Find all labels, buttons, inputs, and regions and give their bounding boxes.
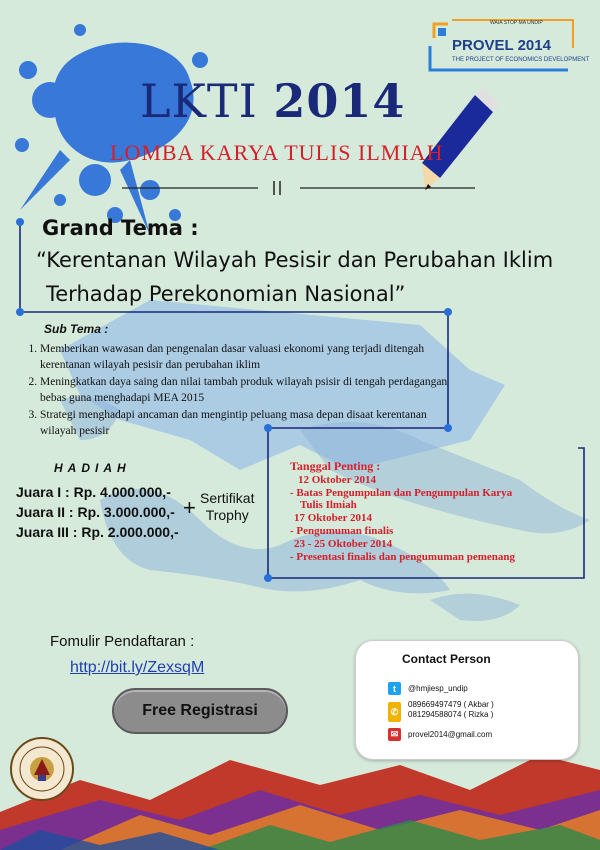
seal-emblem-icon <box>12 739 72 799</box>
bonus-prizes <box>200 490 254 524</box>
bonus-trophy: Trophy <box>205 507 249 523</box>
twitter-icon: t <box>388 682 401 695</box>
contact-email[interactable]: provel2014@gmail.com <box>408 730 493 739</box>
grand-tema-label: Grand Tema : <box>42 216 199 240</box>
plus-sign: + <box>183 495 196 520</box>
title-light: LKTI <box>140 74 258 128</box>
grand-tema-line2: Terhadap Perekonomian Nasional” <box>46 282 406 306</box>
logo-tagline: THE PROJECT OF ECONOMICS DEVELOPMENT <box>452 57 590 63</box>
list-item: 2. Meningkatkan daya saing dan nilai tambah produk wilayah psisir di tengah perdagangan bebas guna menghadapi MEA 2015 <box>40 375 460 406</box>
prize-3: Juara III : Rp. 2.000.000,- <box>16 524 179 540</box>
contact-phone-2: 081294588074 ( Rizka ) <box>408 710 494 719</box>
batik-strip <box>0 755 600 850</box>
ink-splash <box>15 24 208 235</box>
page-title <box>140 74 405 128</box>
free-registration-button[interactable]: Free Registrasi <box>112 688 288 734</box>
bonus-certificate: Sertifikat <box>200 490 255 506</box>
grand-tema-line1: “Kerentanan Wilayah Pesisir dan Perubahan Iklim <box>36 248 554 272</box>
prize-1: Juara I : Rp. 4.000.000,- <box>16 484 171 500</box>
prize-2: Juara II : Rp. 3.000.000,- <box>16 504 175 520</box>
date-line: 23 - 25 Oktober 2014 <box>294 537 393 550</box>
sub-tema-label: Sub Tema : <box>44 322 109 336</box>
list-item: 3. Strategi menghadapi ancaman dan mengintip peluang masa depan disaat kerentanan wilayah pesisir <box>40 408 460 439</box>
sub-tema-list <box>22 342 460 441</box>
date-line: Tulis Ilmiah <box>300 499 357 512</box>
contact-title: Contact Person <box>402 652 491 666</box>
date-line: - Pengumuman finalis <box>290 524 394 537</box>
important-dates <box>290 460 580 563</box>
grand-tema-text <box>36 243 576 311</box>
date-line: - Batas Pengumpulan dan Pengumpulan Karya <box>290 486 513 499</box>
mail-icon: ✉ <box>388 728 401 741</box>
date-line: 12 Oktober 2014 <box>298 473 377 486</box>
contact-phone-1: 089669497479 ( Akbar ) <box>408 700 494 709</box>
contact-twitter[interactable]: @hmjiesp_undip <box>408 684 468 693</box>
logo-name: PROVEL 2014 <box>452 37 551 54</box>
form-label: Fomulir Pendaftaran : <box>50 633 195 650</box>
registration-link[interactable]: http://bit.ly/ZexsqM <box>70 659 205 676</box>
phone-icon: ✆ <box>388 702 401 722</box>
hadiah-label: HADIAH <box>54 461 131 475</box>
pencil-icon <box>422 88 500 190</box>
university-seal-icon <box>10 737 74 801</box>
page-subtitle: LOMBA KARYA TULIS ILMIAH <box>110 140 444 165</box>
list-item: 1. Memberikan wawasan dan pengenalan dasar valuasi ekonomi yang terjadi ditengah kerentanan wilayah pesisir dan perubahan iklim <box>40 342 460 373</box>
date-line: 17 Oktober 2014 <box>294 512 373 525</box>
title-bold: 2014 <box>273 74 406 128</box>
date-line: - Presentasi finalis dan pengumuman pemenang <box>290 550 516 563</box>
logo-small-text: WAIA STOP MA UNDIP <box>490 20 543 26</box>
dates-label: Tanggal Penting : <box>290 459 381 473</box>
